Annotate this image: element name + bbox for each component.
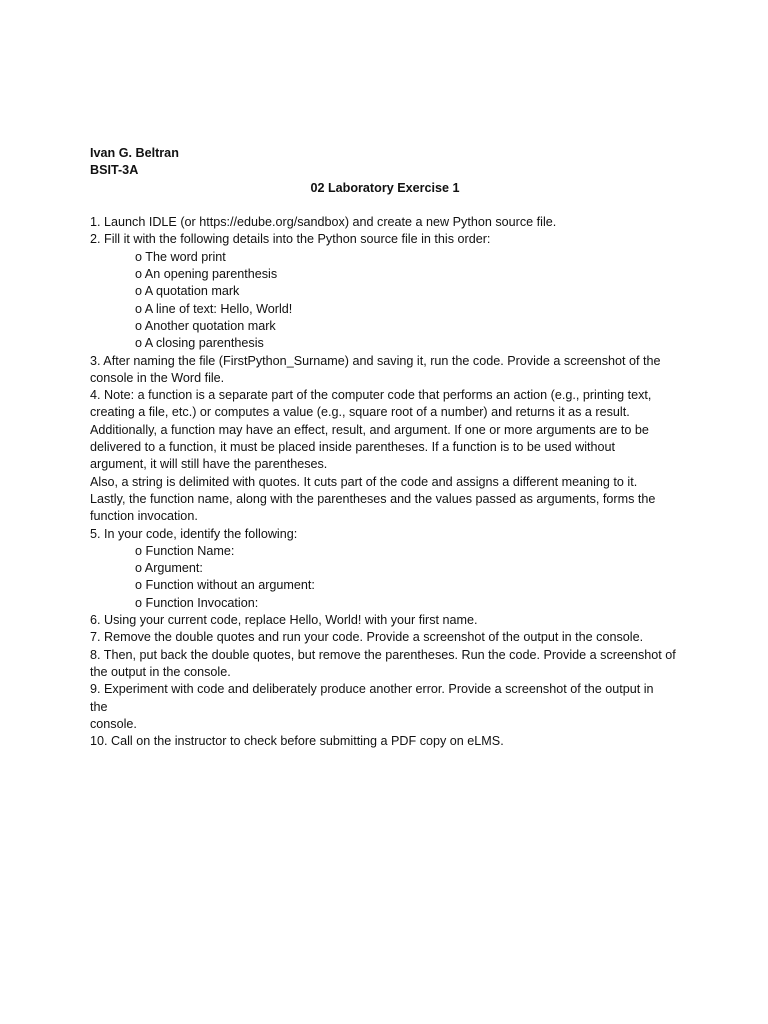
instruction-line: 9. Experiment with code and deliberately produce another error. Provide a screenshot of the output in xyxy=(90,682,654,697)
bullet-item: o Argument: xyxy=(135,561,203,576)
bullet-item: o A closing parenthesis xyxy=(135,336,264,351)
instruction-line: argument, it will still have the parentheses. xyxy=(90,457,328,472)
instruction-line: 7. Remove the double quotes and run your code. Provide a screenshot of the output in the console. xyxy=(90,630,644,645)
instruction-line: Lastly, the function name, along with the parentheses and the values passed as arguments, forms the xyxy=(90,491,656,506)
instruction-line: the output in the console. xyxy=(90,664,231,679)
bullet-item: o Function without an argument: xyxy=(135,578,315,593)
bullet-item: o A quotation mark xyxy=(135,284,240,299)
instruction-line: function invocation. xyxy=(90,509,198,524)
instruction-line: Also, a string is delimited with quotes. It cuts part of the code and assigns a different meaning to it. xyxy=(90,474,638,489)
bullet-item: o The word print xyxy=(135,249,226,264)
instruction-line: 5. In your code, identify the following: xyxy=(90,526,298,541)
student-section: BSIT-3A xyxy=(90,163,139,178)
instruction-line: Additionally, a function may have an effect, result, and argument. If one or more arguments are to be xyxy=(90,422,649,437)
instruction-line: creating a file, etc.) or computes a value (e.g., square root of a number) and returns it as a result. xyxy=(90,405,630,420)
instruction-line: console in the Word file. xyxy=(90,370,225,385)
instruction-line: the xyxy=(90,699,108,714)
instruction-line: 8. Then, put back the double quotes, but remove the parentheses. Run the code. Provide a screenshot of xyxy=(90,647,676,662)
instruction-line: console. xyxy=(90,716,137,731)
bullet-item: o Function Name: xyxy=(135,543,235,558)
instruction-line: 3. After naming the file (FirstPython_Surname) and saving it, run the code. Provide a screenshot of the xyxy=(90,353,661,368)
document-title: 02 Laboratory Exercise 1 xyxy=(310,180,460,195)
instructions-body xyxy=(90,214,680,750)
bullet-item: o An opening parenthesis xyxy=(135,267,278,282)
student-name: Ivan G. Beltran xyxy=(90,146,179,160)
instruction-line: 4. Note: a function is a separate part of the computer code that performs an action (e.g., printing text, xyxy=(90,388,652,403)
document-page xyxy=(90,145,680,750)
instruction-line: 1. Launch IDLE (or https://edube.org/sandbox) and create a new Python source file. xyxy=(90,215,557,230)
instruction-line: 6. Using your current code, replace Hello, World! with your first name. xyxy=(90,613,478,628)
instruction-line: delivered to a function, it must be placed inside parentheses. If a function is to be used without xyxy=(90,440,616,455)
bullet-item: o Another quotation mark xyxy=(135,318,276,333)
instruction-line: 2. Fill it with the following details into the Python source file in this order: xyxy=(90,232,491,247)
blank-line xyxy=(90,197,680,214)
bullet-item: o A line of text: Hello, World! xyxy=(135,301,293,316)
instruction-line: 10. Call on the instructor to check before submitting a PDF copy on eLMS. xyxy=(90,734,504,749)
bullet-item: o Function Invocation: xyxy=(135,595,259,610)
